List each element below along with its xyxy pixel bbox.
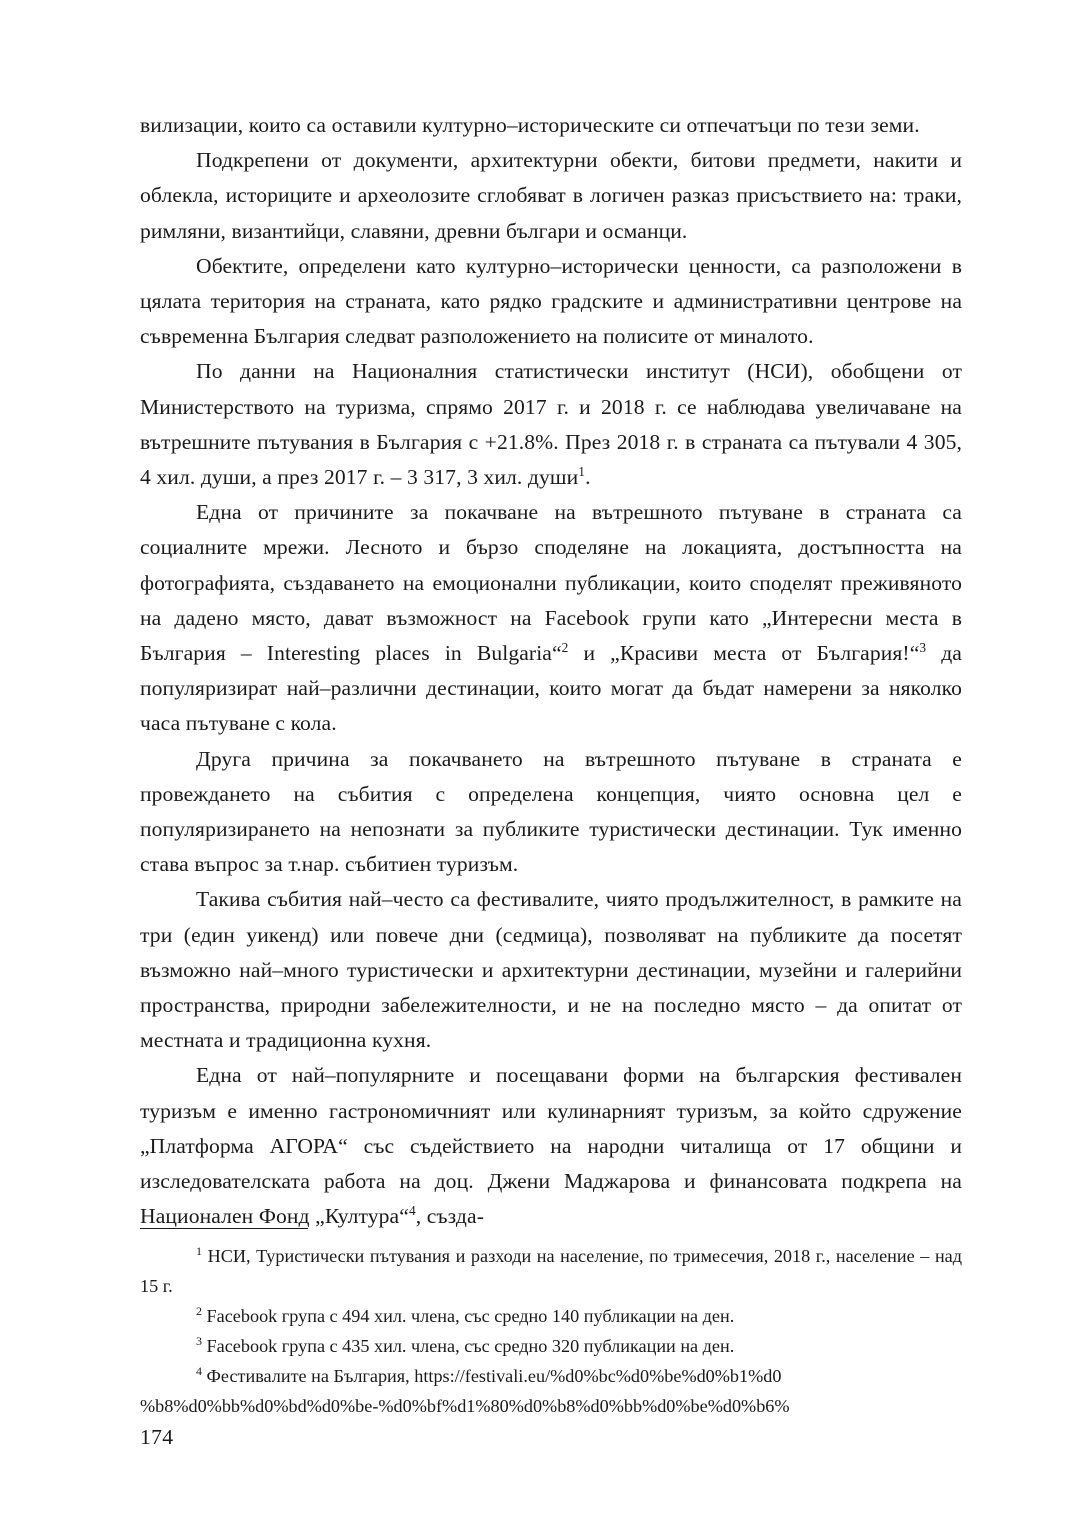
paragraph-3-text: Обектите, определени като културно–исторически ценности, са разположени в цялата територия на страната, като рядко градските и административни центрове на съвременна България следват разположението на полисите от миналото. — [140, 253, 962, 349]
paragraph-1-text: вилизации, които са оставили културно–историческите си отпечатъци по тези земи. — [140, 113, 920, 137]
paragraph-5-text: Една от причините за покачване на вътрешното пътуване в страната са социалните мрежи. Лесното и бързо споделяне на локацията, достъпността на фотографията, създаването на емоционални публикации, които споделят преживяното на дадено място, дават възможност на Facebook групи като „Интересни места в България – Interesting places in Bulgaria“ — [140, 500, 962, 666]
paragraph-7-text: Такива събития най–често са фестивалите, чиято продължителност, в рамките на три (един уикенд) или повече дни (седмица), позволяват на публиките да посетят възможно най–много туристически и архитектурни дестинации, музейни и галерийни пространства, природни забележителности, и не на последно място – да опитат от местната и традиционна кухня. — [140, 887, 962, 1053]
footnote-area — [140, 1228, 962, 1421]
footnote-text-4-line2[interactable]: %b8%d0%bb%d0%bd%d0%be-%d0%bf%d1%80%d0%b8%d0%bb%d0%be%d0%b6% — [140, 1396, 790, 1416]
paragraph-2-text: Подкрепени от документи, архитектурни обекти, битови предмети, накити и облекла, историците и археолозите сглобяват в логичен разказ присъствието на: траки, римляни, византийци, славяни, древни българи и османци. — [140, 148, 962, 243]
footnote-text-1: НСИ, Туристически пътувания и разходи на население, по тримесечия, 2018 г., население – над 15 г. — [140, 1246, 963, 1296]
main-text-column — [140, 108, 962, 1235]
footnote-ref-4[interactable]: 4 — [408, 1203, 416, 1219]
paragraph-8 — [140, 1058, 962, 1234]
footnote-item-3 — [140, 1331, 962, 1361]
paragraph-6 — [140, 742, 962, 883]
footnote-text-4[interactable]: Фестивалите на България, https://festivali.eu/%d0%bc%d0%be%d0%b1%d0 — [206, 1366, 782, 1386]
footnote-marker-4: 4 — [196, 1363, 202, 1378]
paragraph-4 — [140, 354, 962, 495]
footnote-separator-rule — [140, 1228, 308, 1229]
paragraph-5-text-after: и „Красиви места от България!“ — [568, 641, 920, 666]
footnote-marker-3: 3 — [196, 1333, 202, 1348]
paragraph-5 — [140, 495, 962, 741]
footnote-text-2: Facebook група с 494 хил. члена, със средно 140 публикации на ден. — [206, 1306, 735, 1326]
paragraph-7 — [140, 882, 962, 1058]
footnote-item-1 — [140, 1241, 962, 1301]
footnote-marker-1: 1 — [196, 1243, 202, 1258]
paragraph-2 — [140, 143, 962, 249]
paragraph-6-text: Друга причина за покачването на вътрешното пътуване в страната е провеждането на събития с определена концепция, чиято основна цел е популяризирането на непознати за публиките туристически дестинации. Тук именно става въпрос за т.нар. събитиен туризъм. — [140, 746, 962, 877]
paragraph-1 — [140, 108, 962, 143]
paragraph-4-text-after: . — [585, 465, 591, 490]
footnote-item-2 — [140, 1301, 962, 1331]
page-number: 174 — [140, 1425, 174, 1449]
footnote-ref-1[interactable]: 1 — [578, 463, 586, 479]
footnote-item-4 — [140, 1361, 962, 1391]
footnote-item-4-continued — [140, 1391, 962, 1421]
footnote-ref-3[interactable]: 3 — [919, 639, 927, 655]
footnote-marker-2: 2 — [196, 1303, 202, 1318]
paragraph-3 — [140, 249, 962, 355]
footnote-text-3: Facebook група с 435 хил. члена, със средно 320 публикации на ден. — [206, 1336, 735, 1356]
paragraph-8-text: Една от най–популярните и посещавани форми на българския фестивален туризъм е именно гастрономичният или кулинарният туризъм, за който сдружение „Платформа АГОРА“ със съдействието на народни читалища от 17 общини и изследователската работа на доц. Джени Маджарова и финансовата подкрепа на Национален Фонд „Култура“ — [140, 1063, 962, 1229]
paragraph-8-text-after: , създа- — [415, 1204, 484, 1229]
paragraph-4-text: По данни на Националния статистически институт (НСИ), обобщени от Министерството на туризма, спрямо 2017 г. и 2018 г. се наблюдава увеличаване на вътрешните пътувания в България с +21.8%. През 2018 г. в страната са пътували 4 305, 4 хил. души, а през 2017 г. – 3 317, 3 хил. души — [140, 359, 962, 490]
footnote-list — [140, 1241, 962, 1421]
footnote-ref-2[interactable]: 2 — [561, 639, 569, 655]
paragraph-5-text-after2: да популяризират най–различни дестинации, които могат да бъдат намерени за няколко часа пътуване с кола. — [140, 641, 962, 736]
